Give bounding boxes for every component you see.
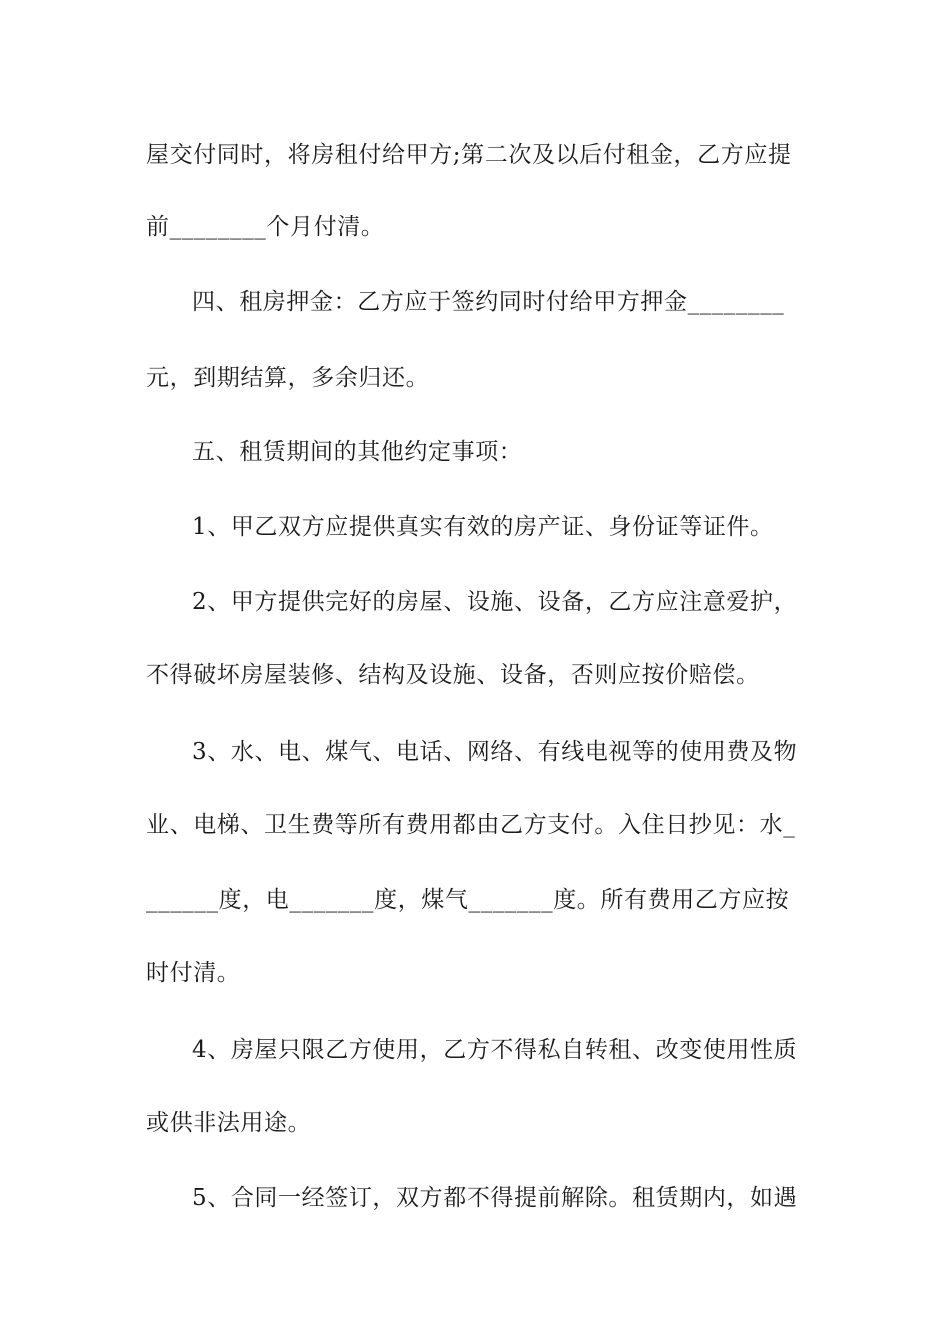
text-line: 或供非法用途。 — [146, 1110, 312, 1136]
text-line: ______度，电_______度，煤气_______度。所有费用乙方应按 — [146, 887, 790, 913]
list-item: 1、甲乙双方应提供真实有效的房产证、身份证等证件。 — [192, 514, 774, 540]
list-item: 2、甲方提供完好的房屋、设施、设备，乙方应注意爱护， — [192, 589, 798, 615]
text-line: 屋交付同时，将房租付给甲方;第二次及以后付租金，乙方应提 — [146, 142, 792, 168]
text-line: 元，到期结算，多余归还。 — [146, 365, 430, 391]
list-item: 4、房屋只限乙方使用，乙方不得私自转租、改变使用性质 — [192, 1037, 798, 1063]
text-line: 时付清。 — [146, 960, 241, 986]
text-line: 不得破坏房屋装修、结构及设施、设备，否则应按价赔偿。 — [146, 662, 760, 688]
paragraph-heading: 四、租房押金：乙方应于签约同时付给甲方押金________ — [192, 289, 785, 315]
list-item: 3、水、电、煤气、电话、网络、有线电视等的使用费及物 — [192, 739, 798, 765]
text-line: 前________个月付清。 — [146, 214, 385, 240]
paragraph-heading: 五、租赁期间的其他约定事项： — [192, 439, 523, 465]
text-line: 业、电梯、卫生费等所有费用都由乙方支付。入住日抄见：水_ — [146, 812, 796, 838]
list-item: 5、合同一经签订，双方都不得提前解除。租赁期内，如遇 — [192, 1185, 798, 1211]
